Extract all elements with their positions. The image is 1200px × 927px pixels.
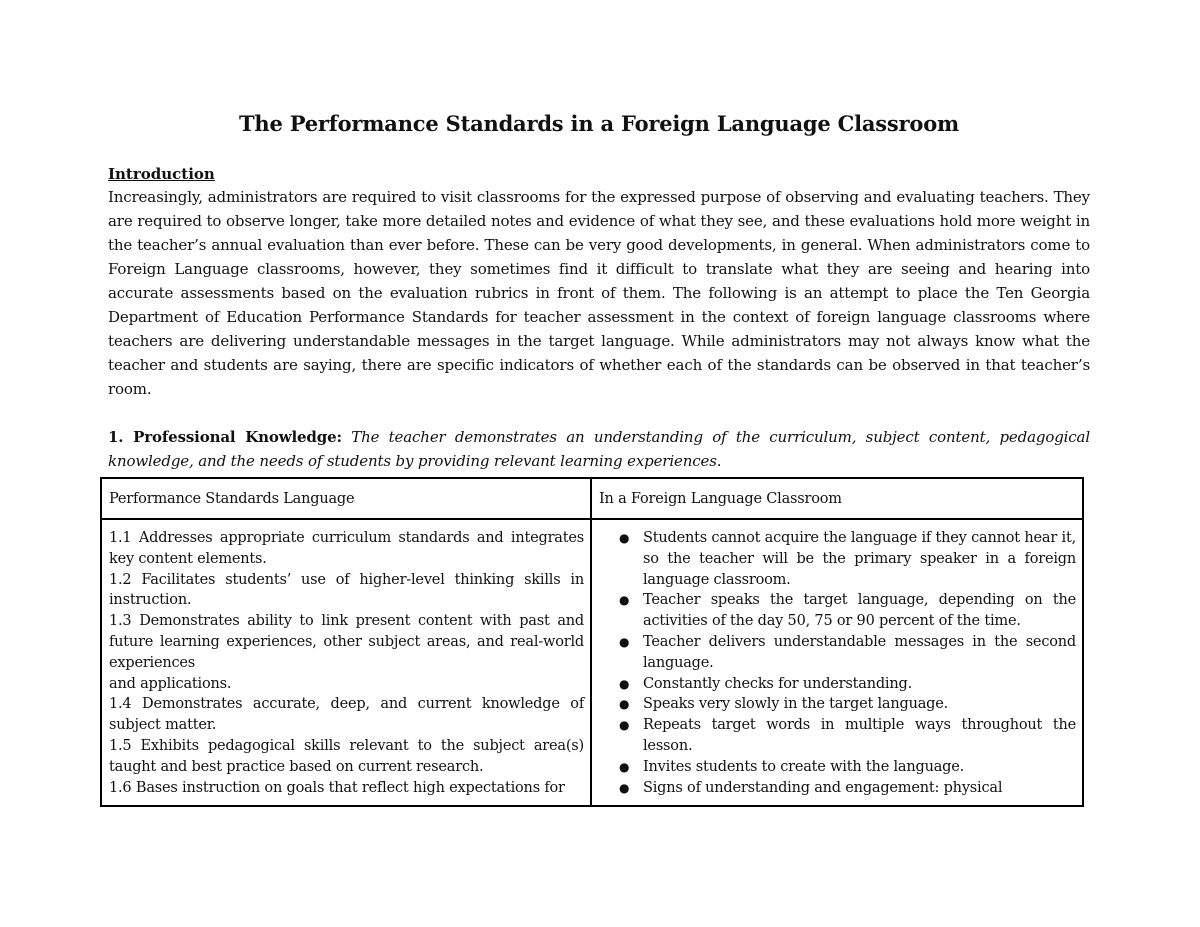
bullet-text: Students cannot acquire the language if they cannot hear it, so the teacher will be the primary speaker in a foreign language classroom. bbox=[643, 530, 1076, 588]
list-item bbox=[619, 528, 1076, 590]
list-item: 1.5 Exhibits pedagogical skills relevant to the subject area(s) taught and best practice based on current research. bbox=[109, 737, 584, 775]
intro-heading: Introduction bbox=[108, 165, 215, 183]
document-page bbox=[108, 110, 1090, 473]
bullet-text: Teacher delivers understandable messages in the second language. bbox=[643, 633, 1076, 671]
standard-title: 1. Professional Knowledge: bbox=[108, 428, 342, 446]
list-item: 1.1 Addresses appropriate curriculum standards and integrates key content elements. bbox=[109, 530, 584, 567]
list-item bbox=[619, 757, 1076, 778]
list-item: 1.6 Bases instruction on goals that reflect high expectations for bbox=[109, 779, 565, 796]
bullet-icon: ● bbox=[619, 697, 630, 712]
list-item bbox=[619, 632, 1076, 674]
bullet-text: Speaks very slowly in the target language. bbox=[643, 696, 949, 713]
standard-statement bbox=[108, 425, 1090, 473]
bullet-icon: ● bbox=[619, 531, 630, 545]
bullet-icon: ● bbox=[619, 593, 630, 608]
bullet-icon: ● bbox=[619, 780, 630, 795]
table-row bbox=[101, 519, 1083, 806]
standards-language-cell bbox=[101, 519, 591, 806]
table-header-row bbox=[101, 478, 1083, 519]
document-title: The Performance Standards in a Foreign Language Classroom bbox=[238, 111, 960, 136]
bullet-text: Repeats target words in multiple ways throughout the lesson. bbox=[643, 717, 1076, 754]
bullet-text: Signs of understanding and engagement: physical bbox=[643, 779, 1003, 796]
list-item: 1.2 Facilitates students’ use of higher-level thinking skills in instruction. bbox=[109, 571, 584, 609]
list-item: and applications. bbox=[109, 675, 232, 692]
bullet-icon: ● bbox=[619, 676, 630, 691]
header-foreign-language-classroom: In a Foreign Language Classroom bbox=[591, 478, 1083, 519]
standards-table bbox=[100, 477, 1084, 807]
list-item bbox=[619, 778, 1076, 799]
standard-end: . bbox=[716, 452, 722, 470]
list-item bbox=[619, 590, 1076, 632]
list-item: 1.4 Demonstrates accurate, deep, and current knowledge of subject matter. bbox=[109, 696, 584, 734]
bullet-icon: ● bbox=[619, 634, 630, 649]
list-item bbox=[619, 694, 1076, 715]
bullet-text: Invites students to create with the language. bbox=[643, 758, 965, 775]
list-item bbox=[619, 674, 1076, 695]
list-item bbox=[619, 715, 1076, 757]
header-performance-standards: Performance Standards Language bbox=[101, 478, 591, 519]
bullet-text: Teacher speaks the target language, depending on the activities of the day 50, 75 or 90 percent of the time. bbox=[643, 592, 1076, 630]
classroom-indicators-cell bbox=[591, 519, 1083, 806]
standard-description: The teacher demonstrates an understanding of the curriculum, subject content, pedagogical knowledge, and the needs of students by providing relevant learning experiences bbox=[108, 428, 1090, 470]
intro-paragraph: Increasingly, administrators are required to visit classrooms for the expressed purpose of observing and evaluating teachers. They are required to observe longer, take more detailed notes and evidence of what they see, and these evaluations hold more weight in the teacher’s annual evaluation than ever before. These can be very good developments, in general. When administrators come to Foreign Language classrooms, however, they sometimes find it difficult to translate what they are seeing and hearing into accurate assessments based on the evaluation rubrics in front of them. The following is an attempt to place the Ten Georgia Department of Education Performance Standards for teacher assessment in the context of foreign language classrooms where teachers are delivering understandable messages in the target language. While administrators may not always know what the teacher and students are saying, there are specific indicators of whether each of the standards can be observed in that teacher’s room. bbox=[108, 188, 1090, 398]
bullet-icon: ● bbox=[619, 718, 630, 733]
list-item: 1.3 Demonstrates ability to link present content with past and future learning experiences, other subject areas, and real-world experiences bbox=[109, 613, 584, 671]
bullet-text: Constantly checks for understanding. bbox=[643, 675, 912, 692]
bullet-icon: ● bbox=[619, 759, 630, 774]
